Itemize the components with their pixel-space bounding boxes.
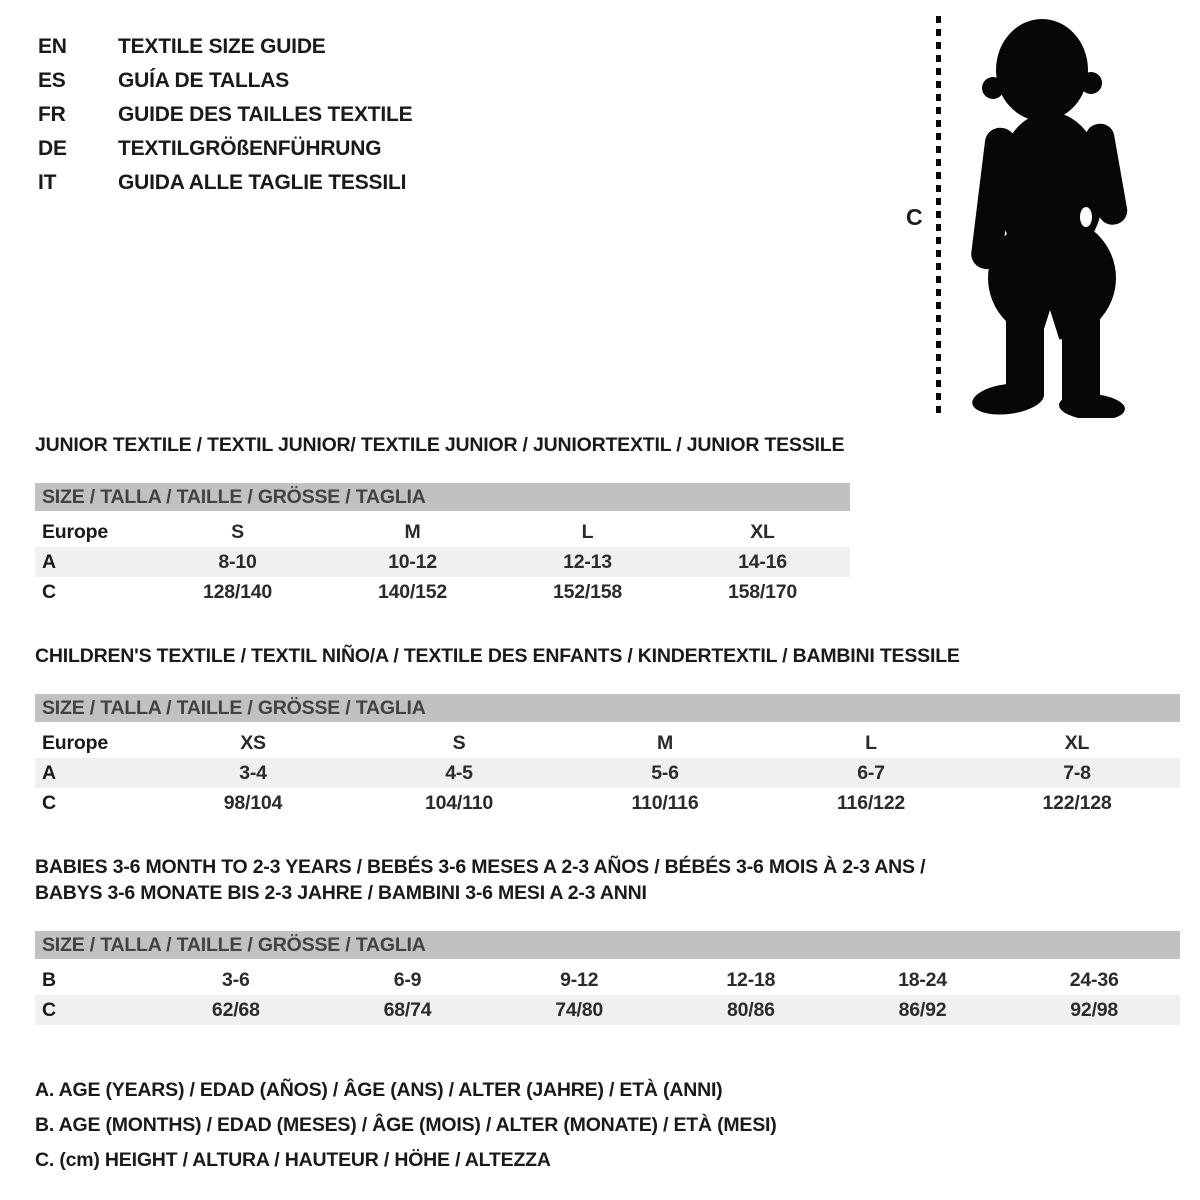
table-cell: 5-6 [651,761,679,784]
row-label: A [42,761,56,784]
table-cell: 98/104 [223,791,283,814]
table-row [35,965,1180,995]
size-header-bar: SIZE / TALLA / TAILLE / GRÖSSE / TAGLIA [35,483,850,511]
table-cell: 116/122 [836,791,905,814]
row-label: B [42,968,56,991]
table-cell: L [865,731,877,754]
section-title: BABIES 3-6 MONTH TO 2-3 YEARS / BEBÉS 3-6 MESES A 2-3 AÑOS / BÉBÉS 3-6 MOIS À 2-3 ANS / [35,856,926,878]
row-label: C [42,580,56,603]
table-row [35,517,850,547]
table-cell: 4-5 [445,761,473,784]
language-title: GUÍA DE TALLAS [118,69,290,92]
table-cell: 18-24 [898,968,947,991]
language-code: ES [38,69,66,92]
table-row [35,577,850,607]
size-sections [35,432,1180,1025]
row-label: Europe [42,731,108,754]
toddler-silhouette-icon [962,16,1134,418]
table-cell: 110/116 [631,791,699,814]
table-row [35,788,1180,818]
table-cell: 152/158 [552,580,623,603]
size-section-babies [35,854,1180,1025]
size-table-babies [35,931,1180,1025]
language-row [38,132,412,166]
row-label: C [42,998,56,1021]
table-cell: 12-18 [726,968,776,991]
language-title: GUIDA ALLE TAGLIE TESSILI [118,171,407,194]
table-cell: XL [1064,731,1090,754]
legend-line: C. (cm) HEIGHT / ALTURA / HAUTEUR / HÖHE / ALTEZZA [35,1149,551,1171]
language-row [38,98,412,132]
section-title: JUNIOR TEXTILE / TEXTIL JUNIOR/ TEXTILE JUNIOR / JUNIORTEXTIL / JUNIOR TESSILE [35,434,845,456]
language-title: TEXTILGRÖßENFÜHRUNG [118,137,382,160]
table-cell: M [404,520,421,543]
table-cell: 86/92 [898,998,947,1021]
table-cell: 128/140 [202,580,273,603]
row-label: Europe [42,520,108,543]
section-title: BABYS 3-6 MONATE BIS 2-3 JAHRE / BAMBINI 3-6 MESI A 2-3 ANNI [35,882,647,904]
table-row [35,728,1180,758]
table-cell: 74/80 [555,998,604,1021]
table-cell: 3-4 [239,761,267,784]
height-dashed-line [936,16,941,418]
table-row [35,758,1180,788]
height-measure-label: C [906,203,923,230]
height-figure [906,16,1134,418]
size-header-bar: SIZE / TALLA / TAILLE / GRÖSSE / TAGLIA [35,931,1180,959]
language-row [38,166,412,200]
table-cell: 80/86 [726,998,775,1021]
table-cell: 7-8 [1063,761,1091,784]
table-row [35,547,850,577]
table-cell: L [581,520,594,543]
section-title: CHILDREN'S TEXTILE / TEXTIL NIÑO/A / TEXTILE DES ENFANTS / KINDERTEXTIL / BAMBINI TESSILE [35,645,960,667]
language-title: TEXTILE SIZE GUIDE [118,35,326,58]
table-cell: XL [750,520,775,543]
row-label: A [42,550,56,573]
table-cell: S [231,520,244,543]
table-cell: 104/110 [424,791,493,814]
table-cell: 158/170 [727,580,798,603]
size-header-bar: SIZE / TALLA / TAILLE / GRÖSSE / TAGLIA [35,694,1180,722]
table-cell: M [656,731,674,754]
size-table-junior [35,483,850,607]
table-cell: XS [240,731,266,754]
table-cell: 6-7 [857,761,885,784]
table-cell: S [452,731,466,754]
table-cell: 62/68 [211,998,260,1021]
table-cell: 14-16 [738,550,787,573]
table-cell: 12-13 [563,550,612,573]
table-cell: 140/152 [377,580,448,603]
size-tables-area [35,432,1180,1178]
language-code: IT [38,171,57,194]
row-label: C [42,791,56,814]
table-row [35,995,1180,1025]
measurement-legend [35,1073,1180,1178]
language-code: FR [38,103,66,126]
table-cell: 3-6 [222,968,250,991]
legend-line: B. AGE (MONTHS) / EDAD (MESES) / ÂGE (MOIS) / ALTER (MONATE) / ETÀ (MESI) [35,1114,777,1136]
size-table-children [35,694,1180,818]
table-cell: 9-12 [560,968,599,991]
table-cell: 68/74 [383,998,432,1021]
table-cell: 8-10 [218,550,257,573]
language-row [38,64,412,98]
language-row [38,30,412,64]
legend-line: A. AGE (YEARS) / EDAD (AÑOS) / ÂGE (ANS) / ALTER (JAHRE) / ETÀ (ANNI) [35,1079,723,1101]
size-section-children [35,643,1180,818]
language-code: EN [38,35,67,58]
language-code: DE [38,137,67,160]
table-cell: 92/98 [1070,998,1119,1021]
table-cell: 122/128 [1042,791,1112,814]
language-title: GUIDE DES TAILLES TEXTILE [118,103,413,126]
table-cell: 10-12 [388,550,437,573]
table-cell: 24-36 [1069,968,1119,991]
table-cell: 6-9 [393,968,422,991]
language-title-list [38,30,412,200]
size-section-junior [35,432,1180,607]
